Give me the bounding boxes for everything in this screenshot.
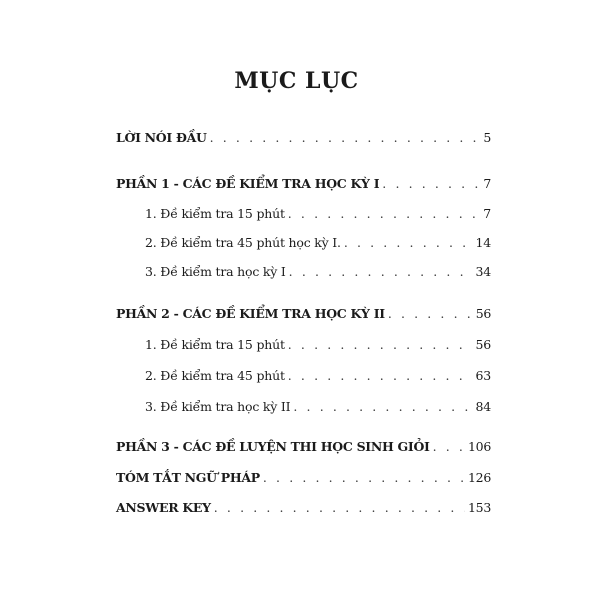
toc-entry-page: 84 <box>475 399 491 414</box>
toc-entry-label: TÓM TẮT NGỮ PHÁP <box>116 470 260 485</box>
toc-entry-page: 56 <box>475 306 491 321</box>
dot-leader <box>214 499 465 517</box>
toc-entry-label: PHẦN 3 - CÁC ĐỀ LUYỆN THI HỌC SINH GIỎI <box>116 439 430 454</box>
toc-entry-tom-tat-ngu-phap <box>116 469 491 487</box>
toc-entry-label: ANSWER KEY <box>116 500 211 515</box>
toc-entry-label: 1. Đề kiểm tra 15 phút <box>145 337 285 352</box>
dot-leader <box>289 263 473 281</box>
toc-entry-phan-1-item-1 <box>145 205 491 223</box>
toc-entry-page: 7 <box>483 206 491 221</box>
toc-entry-label: 2. Đề kiểm tra 45 phút <box>145 368 285 383</box>
dot-leader <box>288 367 473 385</box>
toc-entry-page: 126 <box>468 470 491 485</box>
dot-leader <box>433 438 465 456</box>
toc-entry-phan-2 <box>116 305 491 323</box>
toc-entry-phan-2-item-3 <box>145 398 491 416</box>
toc-entry-label: LỜI NÓI ĐẦU <box>116 130 207 145</box>
toc-entry-phan-1 <box>116 175 491 193</box>
dot-leader <box>344 234 473 252</box>
toc-entry-phan-3 <box>116 438 491 456</box>
toc-entry-phan-1-item-3 <box>145 263 491 281</box>
toc-entry-loi-noi-dau <box>116 129 491 147</box>
toc-entry-page: 153 <box>468 500 491 515</box>
toc-entry-label: 2. Đề kiểm tra 45 phút học kỳ I. <box>145 235 341 250</box>
toc-entry-phan-2-item-1 <box>145 336 491 354</box>
dot-leader <box>288 205 480 223</box>
toc-entry-label: 1. Đề kiểm tra 15 phút <box>145 206 285 221</box>
dot-leader <box>382 175 480 193</box>
toc-entry-page: 5 <box>483 130 491 145</box>
page-title: MỤC LỤC <box>234 68 359 94</box>
dot-leader <box>263 469 465 487</box>
toc-entry-label: 3. Đề kiểm tra học kỳ II <box>145 399 291 414</box>
dot-leader <box>210 129 481 147</box>
dot-leader <box>388 305 473 323</box>
toc-entry-phan-1-item-2 <box>145 234 491 252</box>
dot-leader <box>288 336 473 354</box>
dot-leader <box>293 398 472 416</box>
toc-entry-page: 106 <box>468 439 491 454</box>
toc-entry-page: 34 <box>475 264 491 279</box>
toc-entry-page: 56 <box>475 337 491 352</box>
toc-entry-label: PHẦN 1 - CÁC ĐỀ KIỂM TRA HỌC KỲ I <box>116 176 380 191</box>
toc-entry-page: 14 <box>475 235 491 250</box>
toc-entry-page: 63 <box>475 368 491 383</box>
toc-entry-label: PHẦN 2 - CÁC ĐỀ KIỂM TRA HỌC KỲ II <box>116 306 385 321</box>
toc-entry-phan-2-item-2 <box>145 367 491 385</box>
toc-entry-page: 7 <box>483 176 491 191</box>
toc-entry-answer-key <box>116 499 491 517</box>
toc-entry-label: 3. Đề kiểm tra học kỳ I <box>145 264 286 279</box>
